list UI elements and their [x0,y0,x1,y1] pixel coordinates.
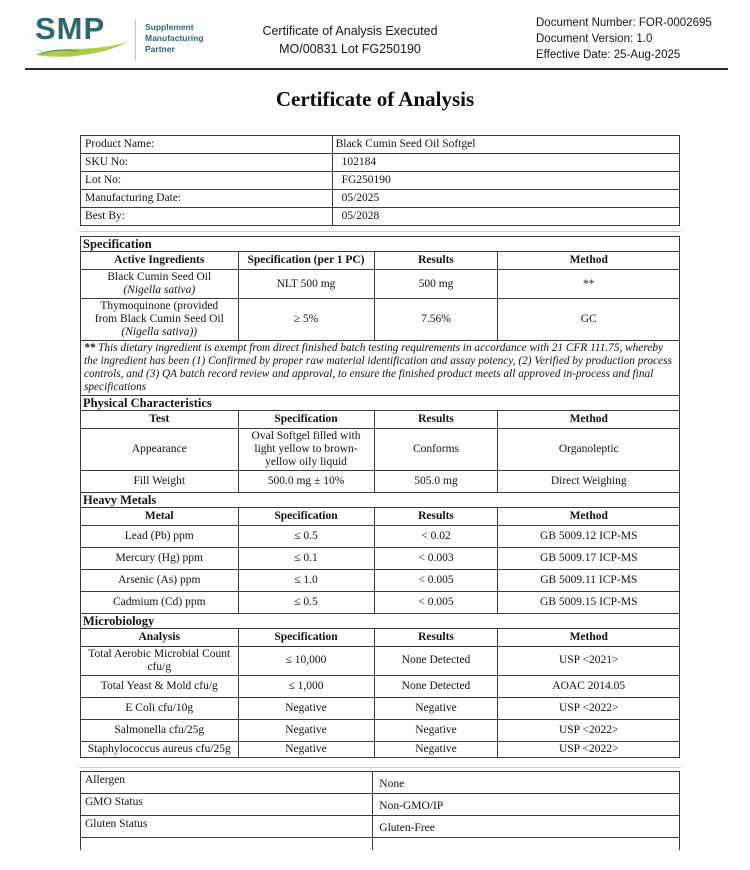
logo-tagline [145,22,204,55]
ingredient-latin-name: (Nigella sativa)) [121,326,198,338]
result-cell: Negative [374,697,498,719]
table-row [81,697,680,719]
attribute-label-cell: GMO Status [81,793,373,815]
product-value-cell: FG250190 [332,172,679,190]
result-cell: < 0.005 [374,569,498,591]
document-title-line: Certificate of Analysis Executed [262,24,438,38]
ingredient-latin-name: (Nigella sativa) [123,284,196,296]
exemption-footnote [81,341,680,396]
attributes-table [80,771,680,850]
table-row [81,190,680,208]
product-label-cell: Manufacturing Date: [81,190,333,208]
table-row [81,547,680,569]
analysis-cell: Total Yeast & Mold cfu/g [81,675,239,697]
table-row [81,270,680,299]
product-label-cell: Lot No: [81,172,333,190]
result-cell: 500 mg [374,270,498,299]
product-value-cell: Black Cumin Seed Oil Softgel [332,136,679,154]
specification-heading: Specification [81,237,680,252]
ingredient-name: Thymoquinone (provided [100,300,219,312]
attribute-value-cell [373,837,680,850]
product-label-cell: Product Name: [81,136,333,154]
attribute-value-cell: Gluten-Free [373,815,680,837]
spec-cell: ≤ 1.0 [238,569,374,591]
column-header-row [81,628,680,646]
column-header: Method [498,628,680,646]
result-cell: None Detected [374,675,498,697]
result-cell: 505.0 mg [374,470,498,492]
metal-cell: Lead (Pb) ppm [81,525,239,547]
spec-cell: ≤ 0.1 [238,547,374,569]
certificate-document [0,12,750,870]
footnote-row [81,341,680,396]
spec-cell: ≤ 10,000 [238,646,374,675]
table-row [81,208,680,226]
column-header-row [81,410,680,428]
smp-logo-text: SMP [35,11,106,46]
column-header: Method [498,507,680,525]
product-info-table [80,135,680,226]
method-cell: USP <2022> [498,719,680,741]
column-header: Analysis [81,628,239,646]
result-cell: < 0.02 [374,525,498,547]
method-cell: USP <2022> [498,741,680,757]
column-header: Specification [238,410,374,428]
table-row [81,741,680,757]
spec-cell: NLT 500 mg [238,270,374,299]
spec-cell: 500.0 mg ± 10% [238,470,374,492]
table-row [81,591,680,613]
logo-divider [135,19,136,61]
column-header: Test [81,410,239,428]
table-row [81,646,680,675]
result-cell: Conforms [374,428,498,470]
tagline-line: Manufacturing [145,33,204,43]
analysis-cell: Total Aerobic Microbial Count cfu/g [81,646,239,675]
analysis-cell: Salmonella cfu/25g [81,719,239,741]
ingredient-cell [81,270,239,299]
section-header-row [81,613,680,628]
table-row [81,525,680,547]
metal-cell: Cadmium (Cd) ppm [81,591,239,613]
column-header: Method [498,410,680,428]
table-row [81,172,680,190]
spec-cell: Negative [238,697,374,719]
footnote-text: This dietary ingredient is exempt from direct finished batch testing requirements in accordance with 21 CFR 111.75, whereby the ingredient has been (1) Confirmed by proper raw material identification and assay potency, (2) Verified by production process controls, and (3) QA batch record review and approval, to ensure the finished product meets all approved in-process and final specifications [84,342,672,393]
attribute-label-cell: Gluten Status [81,815,373,837]
result-cell: 7.56% [374,299,498,341]
spec-cell: Negative [238,719,374,741]
method-cell: GC [498,299,680,341]
page-header [25,12,725,68]
table-row [81,154,680,172]
spec-cell: ≤ 0.5 [238,591,374,613]
result-cell: Negative [374,741,498,757]
attribute-value-cell: None [373,771,680,793]
spec-cell: ≤ 0.5 [238,525,374,547]
column-header: Results [374,252,498,270]
attribute-label-cell [81,837,373,850]
test-cell: Fill Weight [81,470,239,492]
method-cell: GB 5009.15 ICP-MS [498,591,680,613]
result-cell: Negative [374,719,498,741]
document-meta-block [536,15,712,63]
section-header-row [81,492,680,507]
result-cell: < 0.005 [374,591,498,613]
table-row [81,675,680,697]
section-header-row [81,237,680,252]
table-row [81,470,680,492]
physical-characteristics-heading: Physical Characteristics [81,395,680,410]
table-row [81,815,680,837]
product-label-cell: SKU No: [81,154,333,172]
document-number: Document Number: FOR-0002695 [536,17,712,29]
method-cell: ** [498,270,680,299]
effective-date: Effective Date: 25-Aug-2025 [536,49,681,61]
column-header: Specification [238,507,374,525]
column-header: Metal [81,507,239,525]
section-divider [79,231,681,232]
tagline-line: Partner [145,44,175,54]
method-cell: Organoleptic [498,428,680,470]
metal-cell: Mercury (Hg) ppm [81,547,239,569]
document-version: Document Version: 1.0 [536,33,653,45]
test-cell: Appearance [81,428,239,470]
product-value-cell: 102184 [332,154,679,172]
result-cell: < 0.003 [374,547,498,569]
table-row [81,569,680,591]
column-header: Active Ingredients [81,252,239,270]
result-cell: None Detected [374,646,498,675]
analysis-cell: Staphylococcus aureus cfu/25g [81,741,239,757]
footnote-marker: ** [84,342,96,354]
method-cell: AOAC 2014.05 [498,675,680,697]
method-cell: USP <2021> [498,646,680,675]
section-header-row [81,395,680,410]
method-cell: GB 5009.11 ICP-MS [498,569,680,591]
spec-cell: ≥ 5% [238,299,374,341]
microbiology-heading: Microbiology [81,613,680,628]
tagline-line: Supplement [145,22,194,32]
spec-cell: ≤ 1,000 [238,675,374,697]
section-divider [79,767,681,768]
heavy-metals-heading: Heavy Metals [81,492,680,507]
table-row [81,299,680,341]
analysis-table [80,236,680,758]
table-row-clipped [81,837,680,850]
column-header: Results [374,507,498,525]
method-cell: Direct Weighing [498,470,680,492]
product-label-cell: Best By: [81,208,333,226]
column-header-row [81,507,680,525]
product-value-cell: 05/2028 [332,208,679,226]
column-header: Results [374,628,498,646]
ingredient-cell [81,299,239,341]
method-cell: GB 5009.12 ICP-MS [498,525,680,547]
column-header: Specification [238,628,374,646]
method-cell: USP <2022> [498,697,680,719]
column-header-row [81,252,680,270]
ingredient-name: from Black Cumin Seed Oil [94,313,224,325]
table-row [81,136,680,154]
spec-cell: Oval Softgel filled with light yellow to brown-yellow oily liquid [238,428,374,470]
smp-logo-swoosh-icon [35,40,129,60]
smp-logo [35,11,245,68]
column-header: Method [498,252,680,270]
table-row [81,428,680,470]
table-row [81,719,680,741]
table-row [81,793,680,815]
attribute-value-cell: Non-GMO/IP [373,793,680,815]
document-title-block [230,22,470,58]
analysis-cell: E Coli cfu/10g [81,697,239,719]
column-header: Results [374,410,498,428]
product-value-cell: 05/2025 [332,190,679,208]
spec-cell: Negative [238,741,374,757]
certificate-title: Certificate of Analysis [275,87,475,111]
metal-cell: Arsenic (As) ppm [81,569,239,591]
table-row [81,771,680,793]
attribute-label-cell: Allergen [81,771,373,793]
column-header: Specification (per 1 PC) [238,252,374,270]
ingredient-name: Black Cumin Seed Oil [107,271,212,283]
method-cell: GB 5009.17 ICP-MS [498,547,680,569]
header-divider [25,68,728,70]
document-lot-line: MO/00831 Lot FG250190 [279,42,421,56]
